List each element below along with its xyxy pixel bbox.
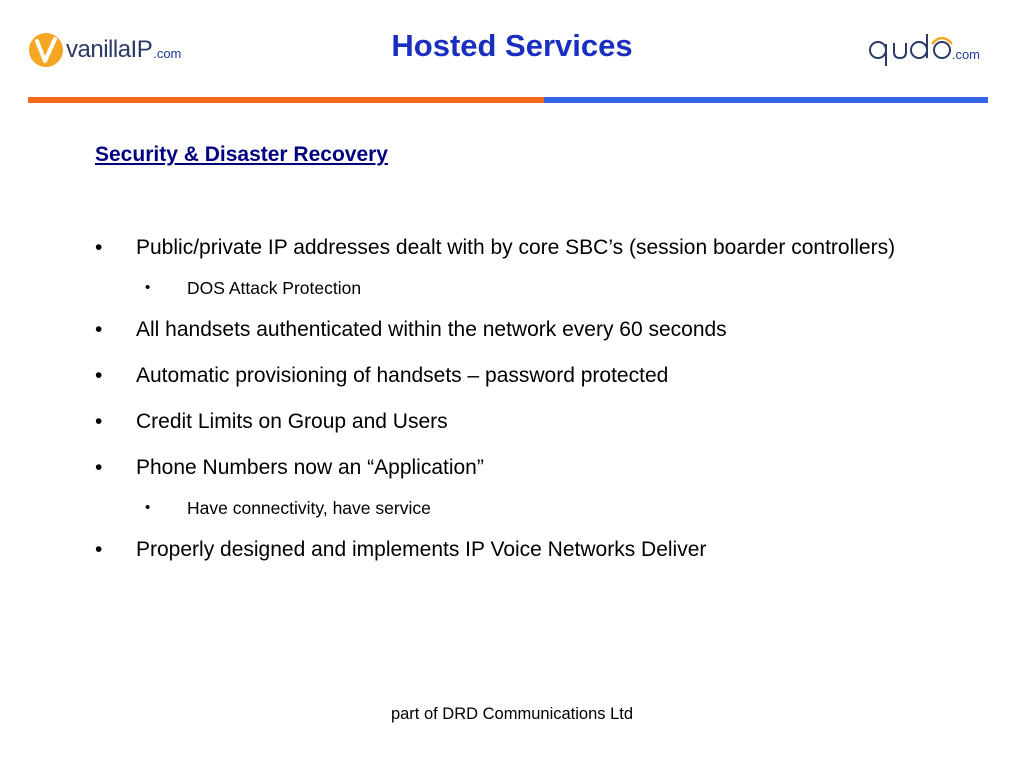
sub-bullet-text: Have connectivity, have service	[187, 498, 431, 518]
bullet-text: Phone Numbers now an “Application”	[136, 456, 484, 479]
bullet-icon: •	[95, 318, 103, 341]
qudo-tld: .com	[951, 46, 980, 62]
list-item	[95, 535, 975, 565]
list-item	[95, 361, 975, 391]
footer-text: part of DRD Communications Ltd	[390, 705, 634, 723]
sub-bullet-icon: •	[145, 279, 151, 296]
qudo-logo	[866, 30, 980, 74]
header-divider-blue	[544, 97, 988, 103]
bullet-icon: •	[95, 538, 103, 561]
bullet-text: Automatic provisioning of handsets – password protected	[136, 364, 669, 387]
list-item	[95, 453, 975, 483]
bullet-icon: •	[95, 410, 103, 433]
bullet-list	[95, 233, 975, 581]
vanillaip-tld: .com	[153, 46, 182, 61]
vanillaip-brand: vanillaIP	[66, 36, 153, 63]
sub-list-item	[95, 275, 975, 301]
sub-bullet-text: DOS Attack Protection	[187, 278, 362, 298]
qudo-wordmark-icon	[866, 30, 956, 74]
bullet-icon: •	[95, 456, 103, 479]
header-divider-orange	[28, 97, 544, 103]
sub-list-item	[95, 495, 975, 521]
bullet-icon: •	[95, 364, 103, 387]
list-item	[95, 407, 975, 437]
section-heading: Security & Disaster Recovery	[95, 143, 388, 166]
bullet-text: Properly designed and implements IP Voice Networks Deliver	[136, 538, 707, 561]
bullet-icon: •	[95, 236, 103, 259]
list-item	[95, 233, 975, 263]
list-item	[95, 315, 975, 345]
sub-bullet-icon: •	[145, 499, 151, 516]
slide-title: Hosted Services	[391, 28, 633, 63]
bullet-text: Credit Limits on Group and Users	[136, 410, 448, 433]
bullet-text: Public/private IP addresses dealt with by core SBC’s (session boarder controllers)	[136, 236, 896, 259]
bullet-text: All handsets authenticated within the network every 60 seconds	[136, 318, 727, 341]
